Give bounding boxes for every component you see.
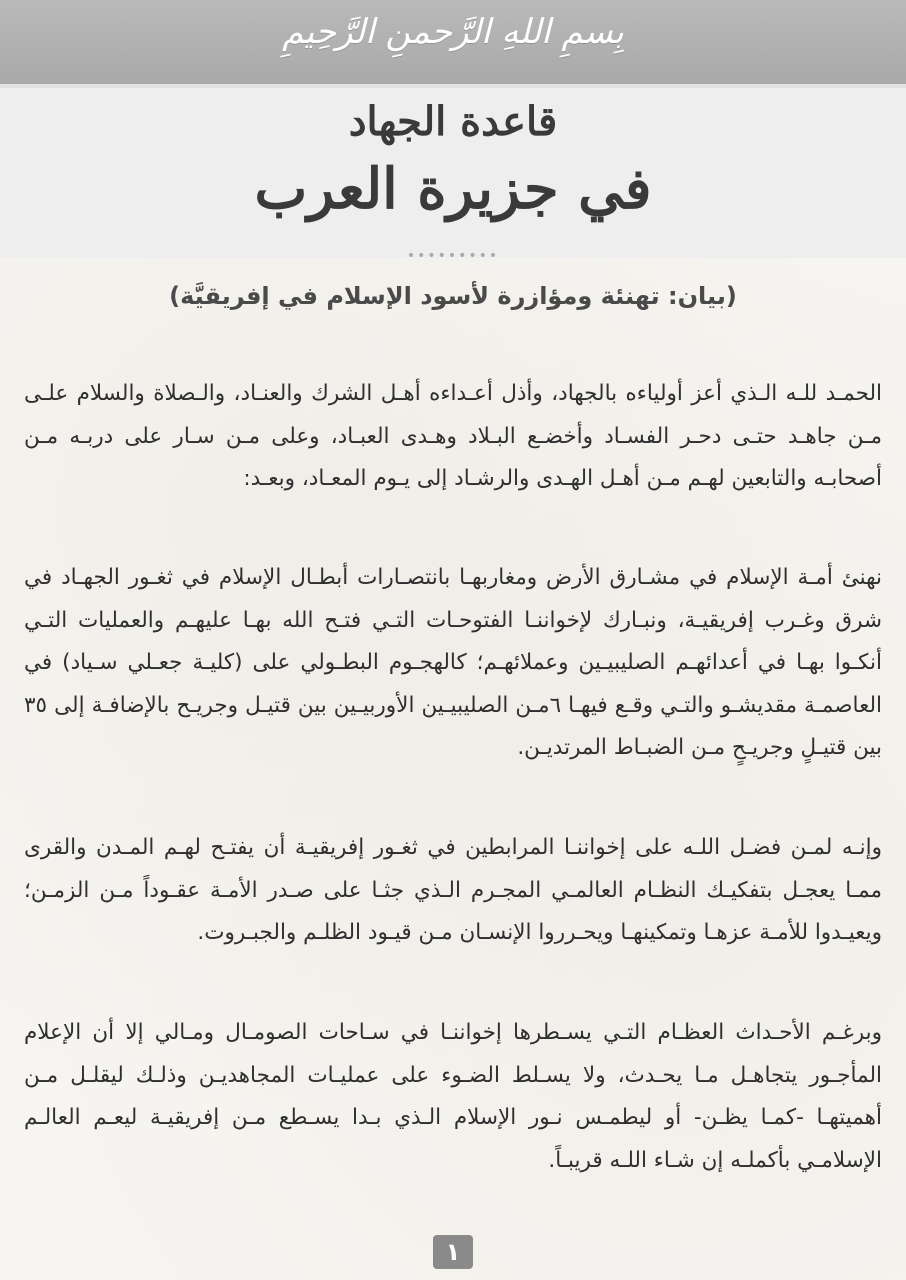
logo-line-2: في جزيرة العرب bbox=[254, 156, 652, 222]
paragraph-2: نهنئ أمـة الإسلام في مشـارق الأرض ومغاربهـا بانتصـارات أبطـال الإسلام في ثغـور الجهـاد في شرق وغـرب إفريقيـة، ونبـارك لإخواننـا الفتوحـات التـي فتـح الله بهـا عليهـم والعمليات التـي أنكـوا بهـا في أعدائهـم الصليبيـين وعملائهـم؛ كالهجـوم البطـولي على (كليـة جعـلي سـياد) في العاصمـة مقديشـو والتـي وقـع فيهـا ٦مـن الصليبيـين الأوربيـين بين قتيـل وجريـح بالإضافـة إلى ٣٥ بين قتيـلٍ وجريـحٍ مـن الضبـاط المرتديـن. bbox=[24, 565, 883, 760]
paragraph-4: وبرغـم الأحـداث العظـام التـي يسـطرها إخواننـا في سـاحات الصومـال ومـالي إلا أن الإعلام المأجـور يتجاهـل مـا يحـدث، ولا يسـلط الضـوء على عمليـات المجاهديـن وذلـك ليقلـل مـن أهميتهـا -كمـا يظـن- أو ليطمـس نـور الإسلام الـذي بـدا يسـطع مـن إفريقيـة ليعـم العالـم الإسلامـي بأكملـه إن شـاء اللـه قريبـاً. bbox=[24, 1020, 882, 1173]
header-divider: ••••••••• bbox=[406, 248, 500, 264]
paragraph-1: الحمـد للـه الـذي أعز أولياءه بالجهاد، وأذل أعـداءه أهـل الشرك والعنـاد، والـصلاة والسلام علـى مـن جاهـد حتـى دحـر الفسـاد وأخضـع البـلاد وهـدى العبـاد، وعلى مـن سـار على دربـه مـن أصحابـه والتابعين لهـم مـن أهـل الهـدى والرشـاد إلى يـوم المعـاد، وبعـد: bbox=[24, 381, 882, 491]
page-number-badge: ١ bbox=[433, 1235, 473, 1269]
top-banner bbox=[0, 0, 906, 84]
logo-line-1: قاعدة الجهاد bbox=[348, 98, 558, 145]
organization-logo bbox=[0, 92, 906, 226]
paragraph-3: وإنـه لمـن فضـل اللـه على إخواننـا المرابطين في ثغـور إفريقيـة أن يفتـح لهـم المـدن والقرى ممـا يعجـل بتفكيـك النظـام العالمـي المجـرم الـذي جثـا على صـدر الأمـة عقـوداً مـن الزمـن؛ ويعيـدوا للأمـة عزهـا وتمكينهـا ويحـرروا الإنسـان مـن قيـود الظلـم والجبـروت. bbox=[24, 835, 882, 945]
basmala-calligraphy: بِسمِ اللهِ الرَّحمنِ الرَّحِيمِ bbox=[282, 12, 624, 52]
statement-title: (بيان: تهنئة ومؤازرة لأسود الإسلام في إفريقيَّة) bbox=[169, 282, 737, 310]
